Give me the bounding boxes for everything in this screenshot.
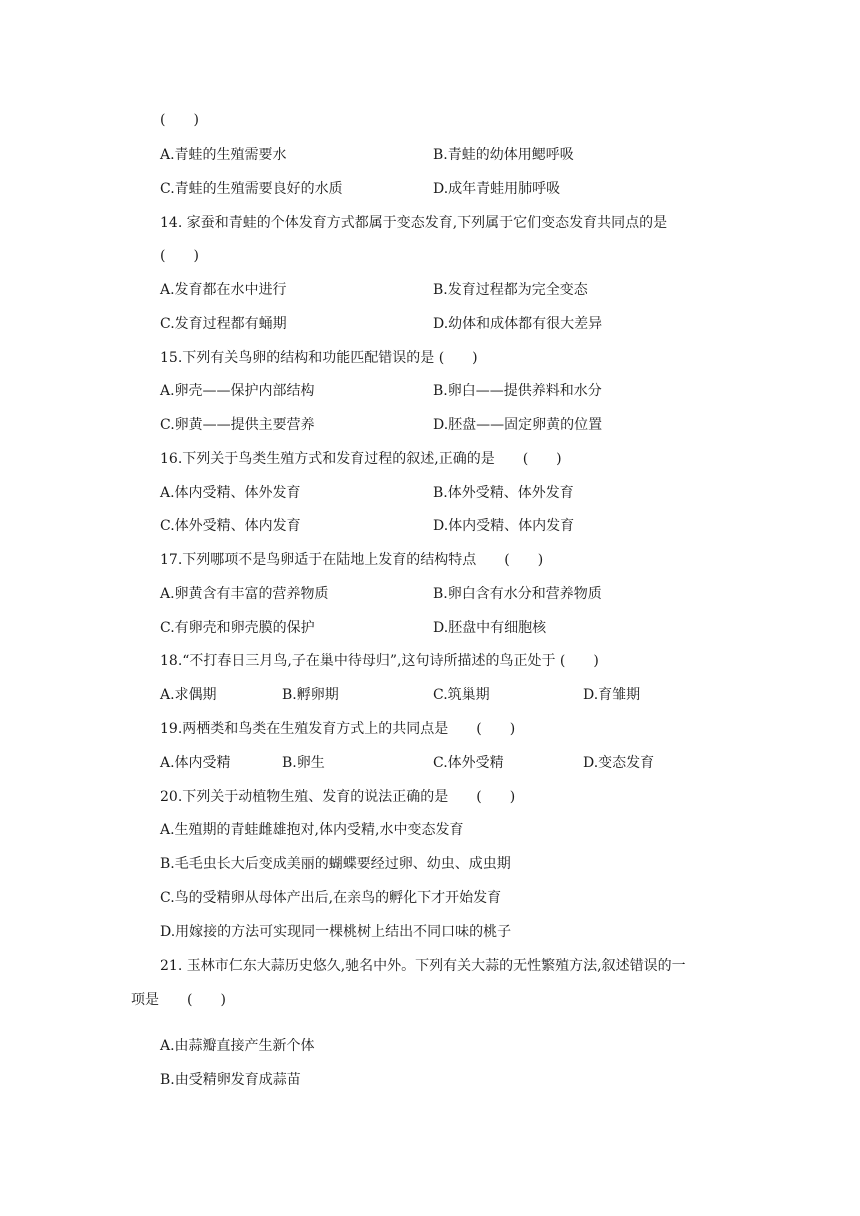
q19-stem: 19.两栖类和鸟类在生殖发育方式上的共同点是 ( ): [160, 721, 516, 737]
q13-blank: ( ): [160, 112, 199, 128]
q13-option-a: A.青蛙的生殖需要水: [160, 147, 287, 163]
q19-option-a: A.体内受精: [160, 755, 231, 771]
q18-option-c: C.筑巢期: [433, 687, 490, 703]
q21-stem-line2: 项是 ( ): [131, 992, 226, 1008]
q18-stem: 18.“不打春日三月鸟,子在巢中待母归”,这句诗所描述的鸟正处于 ( ): [160, 653, 599, 669]
q16-stem: 16.下列关于鸟类生殖方式和发育过程的叙述,正确的是 ( ): [160, 451, 562, 467]
q17-stem: 17.下列哪项不是鸟卵适于在陆地上发育的结构特点 ( ): [160, 552, 544, 568]
q19-option-d: D.变态发育: [583, 755, 655, 771]
q13-option-d: D.成年青蛙用肺呼吸: [433, 181, 561, 197]
q20-option-c: C.鸟的受精卵从母体产出后,在亲鸟的孵化下才开始发育: [160, 890, 502, 906]
q21-option-b: B.由受精卵发育成蒜苗: [160, 1072, 301, 1088]
q20-option-d: D.用嫁接的方法可实现同一棵桃树上结出不同口味的桃子: [160, 924, 512, 940]
q13-option-b: B.青蛙的幼体用鳃呼吸: [433, 147, 574, 163]
q14-option-b: B.发育过程都为完全变态: [433, 282, 588, 298]
q14-blank: ( ): [160, 248, 199, 264]
q14-option-c: C.发育过程都有蛹期: [160, 316, 287, 332]
q15-stem: 15.下列有关鸟卵的结构和功能匹配错误的是 ( ): [160, 350, 478, 366]
q17-option-d: D.胚盘中有细胞核: [433, 620, 547, 636]
q20-stem: 20.下列关于动植物生殖、发育的说法正确的是 ( ): [160, 789, 516, 805]
q21-option-a: A.由蒜瓣直接产生新个体: [160, 1038, 315, 1054]
q19-option-b: B.卵生: [282, 755, 325, 771]
q18-option-b: B.孵卵期: [282, 687, 339, 703]
q19-option-c: C.体外受精: [433, 755, 504, 771]
q18-option-d: D.育雏期: [583, 687, 641, 703]
q16-option-c: C.体外受精、体内发育: [160, 518, 301, 534]
q16-option-a: A.体内受精、体外发育: [160, 485, 301, 501]
q18-option-a: A.求偶期: [160, 687, 217, 703]
q21-stem-line1: 21. 玉林市仁东大蒜历史悠久,驰名中外。下列有关大蒜的无性繁殖方法,叙述错误的一: [160, 958, 686, 974]
q20-option-b: B.毛毛虫长大后变成美丽的蝴蝶要经过卵、幼虫、成虫期: [160, 856, 511, 872]
q14-stem: 14. 家蚕和青蛙的个体发育方式都属于变态发育,下列属于它们变态发育共同点的是: [160, 215, 668, 231]
q17-option-c: C.有卵壳和卵壳膜的保护: [160, 620, 315, 636]
q14-option-a: A.发育都在水中进行: [160, 282, 287, 298]
q20-option-a: A.生殖期的青蛙雌雄抱对,体内受精,水中变态发育: [160, 822, 464, 838]
q15-option-a: A.卵壳——保护内部结构: [160, 383, 315, 399]
q13-option-c: C.青蛙的生殖需要良好的水质: [160, 181, 343, 197]
q16-option-d: D.体内受精、体内发育: [433, 518, 575, 534]
q15-option-b: B.卵白——提供养料和水分: [433, 383, 602, 399]
q15-option-c: C.卵黄——提供主要营养: [160, 417, 315, 433]
q15-option-d: D.胚盘——固定卵黄的位置: [433, 417, 603, 433]
q14-option-d: D.幼体和成体都有很大差异: [433, 316, 603, 332]
q17-option-a: A.卵黄含有丰富的营养物质: [160, 586, 329, 602]
q17-option-b: B.卵白含有水分和营养物质: [433, 586, 602, 602]
q16-option-b: B.体外受精、体外发育: [433, 485, 574, 501]
